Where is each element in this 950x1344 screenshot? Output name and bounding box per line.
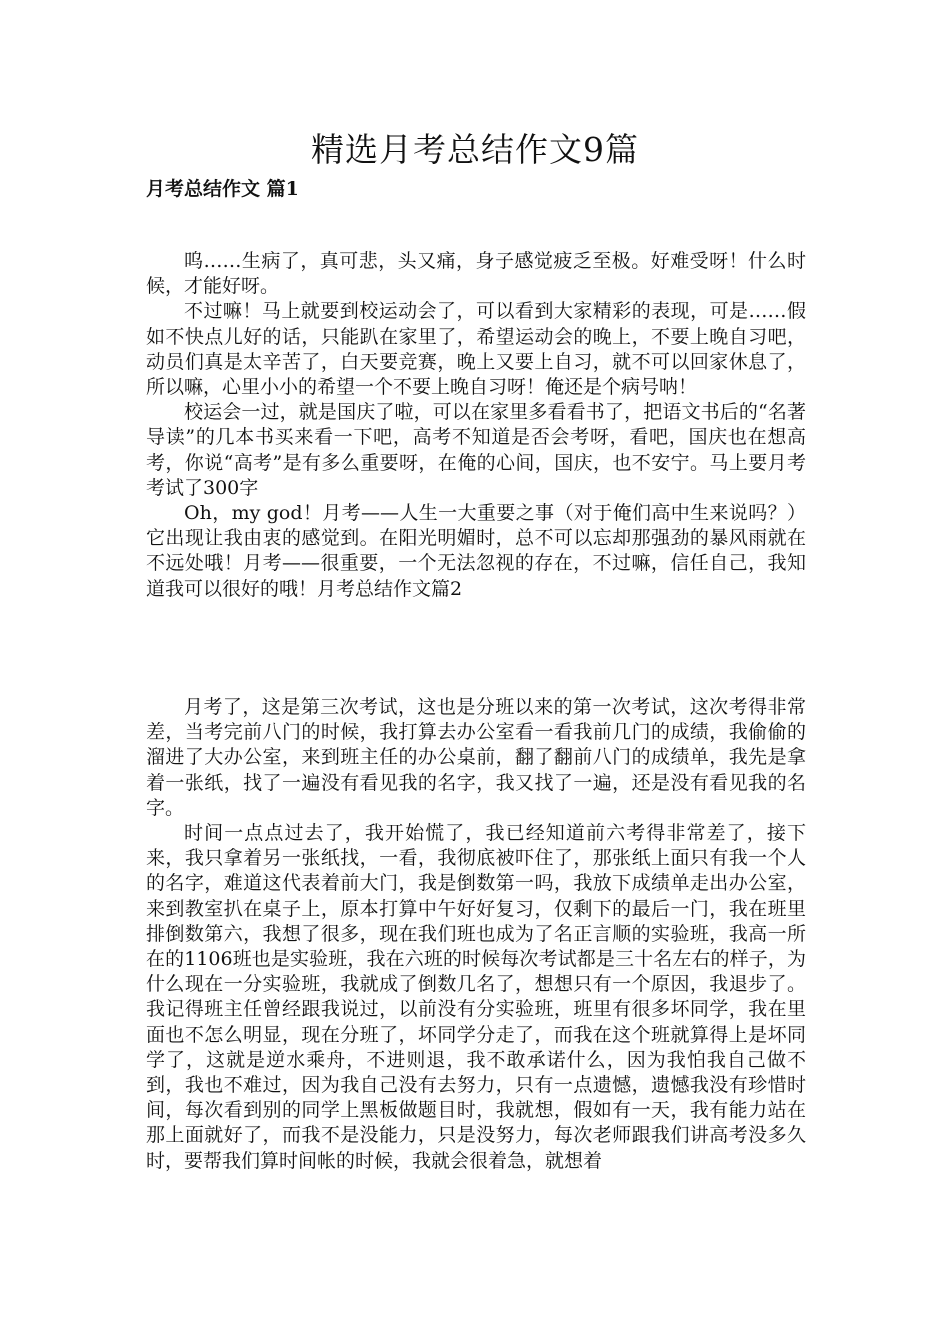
section-heading: 月考总结作文 篇1 <box>146 178 299 200</box>
paragraph: Oh，my god！月考——人生一大重要之事（对于俺们高中生来说吗？）它出现让我由衷的感觉到。在阳光明媚时，总不可以忘却那强劲的暴风雨就在不远处哦！月考——很重要，一个无法忽视的存在，不过嘛，信任自己，我知道我可以很好的哦！月考总结作文篇2 <box>146 502 806 600</box>
section-1-body <box>146 249 806 602</box>
paragraph: 时间一点点过去了，我开始慌了，我已经知道前六考得非常差了，接下来，我只拿着另一张纸找，一看，我彻底被吓住了，那张纸上面只有我一个人的名字，难道这代表着前大门，我是倒数第一吗，我放下成绩单走出办公室，来到教室扒在桌子上，原本打算中午好好复习，仅剩下的最后一门，我在班里排倒数第六，我想了很多，现在我们班也成为了名正言顺的实验班，我高一所在的1106班也是实验班，我在六班的时候每次考试都是三十名左右的样子，为什么现在一分实验班，我就成了倒数几名了，想想只有一个原因，我退步了。我记得班主任曾经跟我说过，以前没有分实验班，班里有很多坏同学，我在里面也不怎么明显，现在分班了，坏同学分走了，而我在这个班就算得上是坏同学了，这就是逆水乘舟，不进则退，我不敢承诺什么，因为我怕我自己做不到，我也不难过，因为我自己没有去努力，只有一点遗憾，遗憾我没有珍惜时间，每次看到别的同学上黑板做题目时，我就想，假如有一天，我有能力站在那上面就好了，而我不是没能力，只是没努力，每次老师跟我们讲高考没多久时，要帮我们算时间帐的时候，我就会很着急，就想着 <box>146 822 806 1172</box>
document-title: 精选月考总结作文9篇 <box>311 130 639 169</box>
paragraph: 不过嘛！马上就要到校运动会了，可以看到大家精彩的表现，可是……假如不快点儿好的话，只能趴在家里了，希望运动会的晚上，不要上晚自习吧，动员们真是太辛苦了，白天要竞赛，晚上又要上自习，就不可以回家休息了，所以嘛，心里小小的希望一个不要上晚自习呀！俺还是个病号呐！ <box>146 300 806 399</box>
paragraph: 月考了，这是第三次考试，这也是分班以来的第一次考试，这次考得非常差，当考完前八门的时候，我打算去办公室看一看我前几门的成绩，我偷偷的溜进了大办公室，来到班主任的办公桌前，翻了翻前八门的成绩单，我先是拿着一张纸，找了一遍没有看见我的名字，我又找了一遍，还是没有看见我的名字。 <box>146 696 806 819</box>
section-2-body <box>146 695 806 1174</box>
paragraph: 呜……生病了，真可悲，头又痛，身子感觉疲乏至极。好难受呀！什么时候，才能好呀。 <box>146 250 806 298</box>
paragraph: 校运会一过，就是国庆了啦，可以在家里多看看书了，把语文书后的“名著导读”的几本书买来看一下吧，高考不知道是否会考呀，看吧，国庆也在想高考，你说“高考”是有多么重要呀，在俺的心间，国庆，也不安宁。马上要月考考试了300字 <box>146 401 806 499</box>
